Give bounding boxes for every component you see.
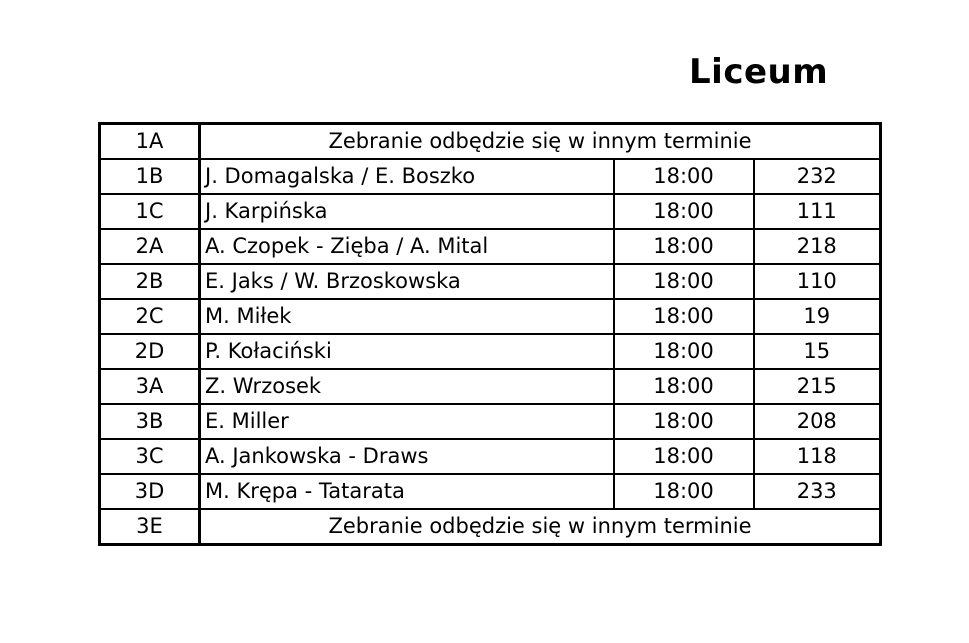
class-cell: 1B — [100, 159, 200, 194]
teacher-cell: M. Krępa - Tatarata — [200, 474, 614, 509]
table-row — [100, 299, 881, 334]
class-cell: 3B — [100, 404, 200, 439]
schedule-table-body — [100, 124, 881, 545]
time-cell: 18:00 — [614, 334, 754, 369]
teacher-cell: A. Czopek - Zięba / A. Mital — [200, 229, 614, 264]
teacher-cell: J. Domagalska / E. Boszko — [200, 159, 614, 194]
room-cell: 118 — [754, 439, 881, 474]
table-row — [100, 194, 881, 229]
table-row — [100, 159, 881, 194]
table-row — [100, 229, 881, 264]
room-cell: 215 — [754, 369, 881, 404]
schedule-table — [98, 122, 882, 546]
time-cell: 18:00 — [614, 264, 754, 299]
room-cell: 15 — [754, 334, 881, 369]
class-cell: 3E — [100, 509, 200, 545]
time-cell: 18:00 — [614, 474, 754, 509]
note-cell: Zebranie odbędzie się w innym terminie — [200, 124, 881, 160]
time-cell: 18:00 — [614, 194, 754, 229]
teacher-cell: E. Miller — [200, 404, 614, 439]
time-cell: 18:00 — [614, 229, 754, 264]
table-row — [100, 404, 881, 439]
room-cell: 111 — [754, 194, 881, 229]
table-row — [100, 439, 881, 474]
table-row — [100, 264, 881, 299]
room-cell: 19 — [754, 299, 881, 334]
time-cell: 18:00 — [614, 404, 754, 439]
class-cell: 1A — [100, 124, 200, 160]
time-cell: 18:00 — [614, 159, 754, 194]
room-cell: 218 — [754, 229, 881, 264]
room-cell: 110 — [754, 264, 881, 299]
class-cell: 3C — [100, 439, 200, 474]
room-cell: 232 — [754, 159, 881, 194]
table-row — [100, 334, 881, 369]
teacher-cell: M. Miłek — [200, 299, 614, 334]
room-cell: 233 — [754, 474, 881, 509]
class-cell: 2D — [100, 334, 200, 369]
table-row — [100, 474, 881, 509]
teacher-cell: Z. Wrzosek — [200, 369, 614, 404]
teacher-cell: E. Jaks / W. Brzoskowska — [200, 264, 614, 299]
room-cell: 208 — [754, 404, 881, 439]
time-cell: 18:00 — [614, 439, 754, 474]
teacher-cell: J. Karpińska — [200, 194, 614, 229]
teacher-cell: P. Kołaciński — [200, 334, 614, 369]
teacher-cell: A. Jankowska - Draws — [200, 439, 614, 474]
class-cell: 3D — [100, 474, 200, 509]
table-row — [100, 369, 881, 404]
class-cell: 2C — [100, 299, 200, 334]
time-cell: 18:00 — [614, 299, 754, 334]
class-cell: 1C — [100, 194, 200, 229]
note-cell: Zebranie odbędzie się w innym terminie — [328, 514, 752, 538]
class-cell: 2A — [100, 229, 200, 264]
class-cell: 2B — [100, 264, 200, 299]
table-row — [100, 124, 881, 160]
table-row — [100, 509, 881, 545]
class-cell: 3A — [100, 369, 200, 404]
page-title: Liceum — [689, 52, 829, 92]
time-cell: 18:00 — [614, 369, 754, 404]
